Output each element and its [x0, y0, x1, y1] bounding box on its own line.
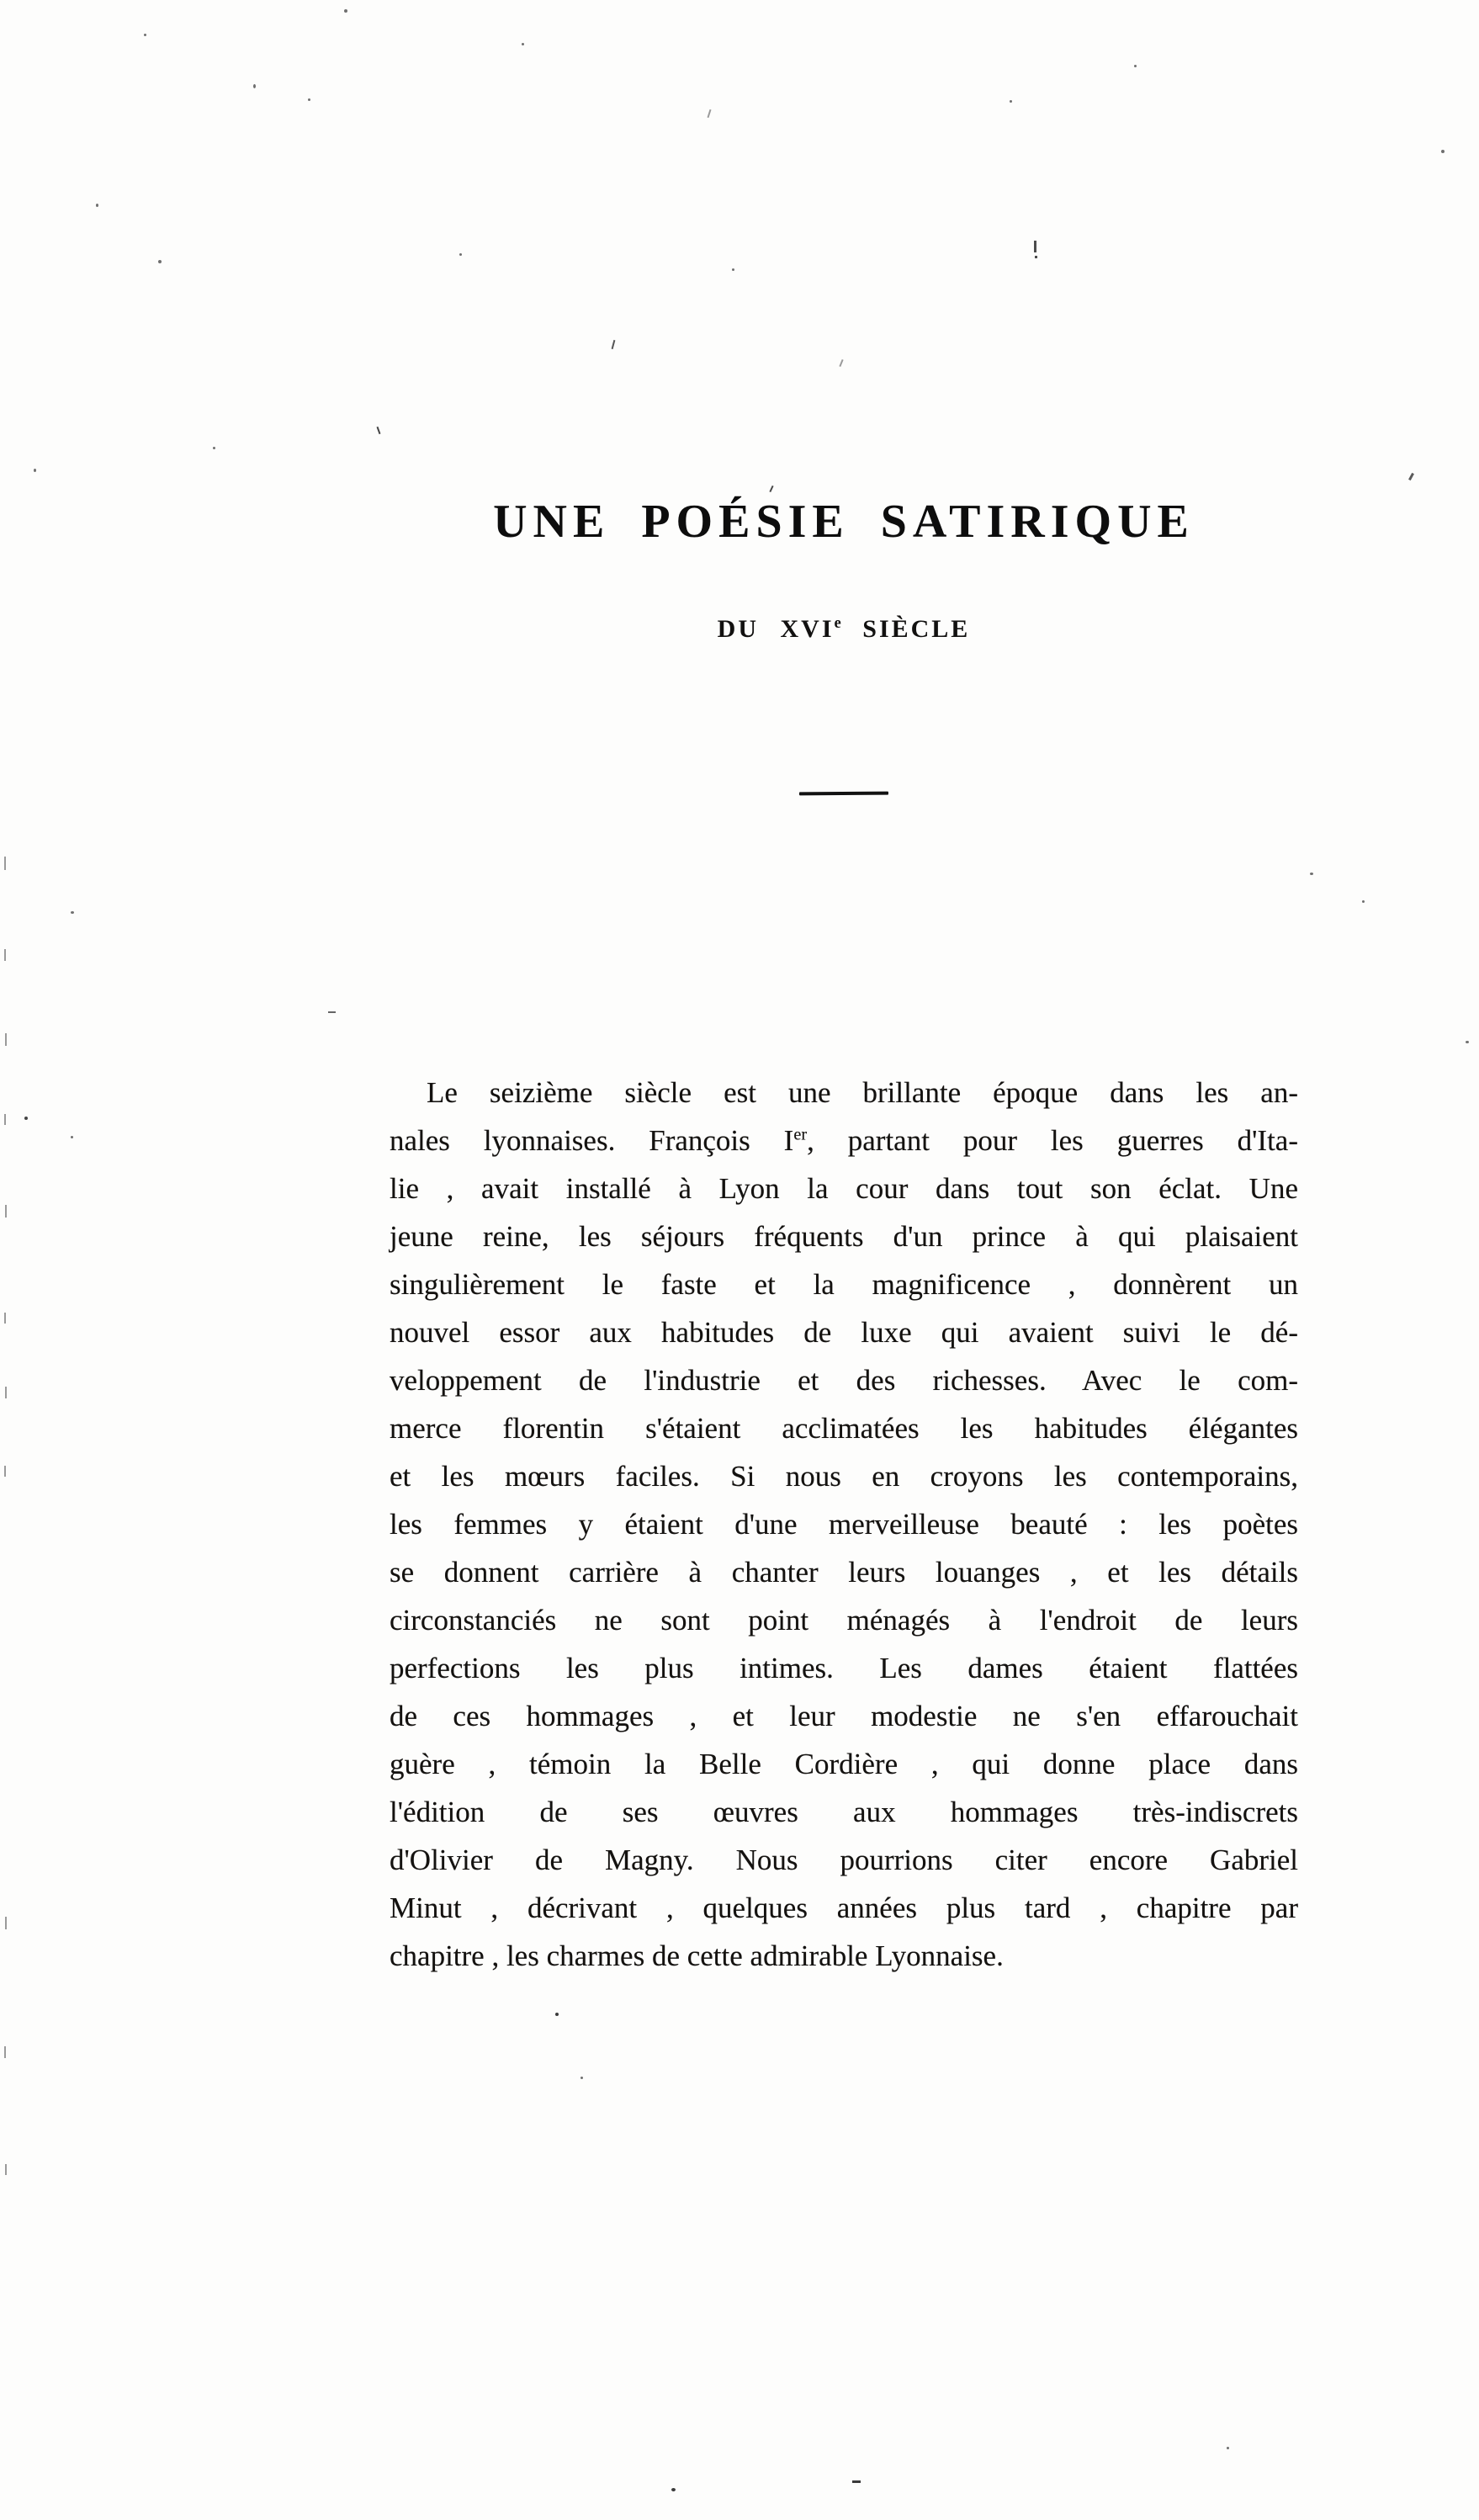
paragraph-line: chapitre , les charmes de cette admirable Lyonnaise.	[390, 1939, 1004, 1972]
body-paragraph	[390, 1069, 1298, 1980]
page-subtitle	[390, 615, 1298, 644]
page-title: UNE POÉSIE SATIRIQUE	[493, 496, 1195, 548]
paragraph-line: les femmes y étaient d'une merveilleuse beauté : les poètes	[390, 1508, 1298, 1541]
scan-speck	[308, 98, 310, 101]
scan-speck	[144, 34, 146, 36]
scan-speck	[522, 43, 524, 45]
scan-speck	[1227, 2447, 1229, 2449]
binding-edge-mark	[5, 1917, 7, 1929]
scan-speck	[34, 469, 36, 472]
scan-speck	[1408, 473, 1414, 480]
paragraph-line: et les mœurs faciles. Si nous en croyons les contemporains,	[390, 1460, 1298, 1493]
paragraph-line: d'Olivier de Magny. Nous pourrions citer encore Gabriel	[390, 1844, 1298, 1876]
scan-speck	[71, 911, 74, 914]
paragraph-line: singulièrement le faste et la magnificence , donnèrent un	[390, 1268, 1298, 1301]
scan-speck	[377, 427, 381, 434]
binding-edge-mark	[4, 1466, 6, 1477]
paragraph-line: guère , témoin la Belle Cordière , qui donne place dans	[390, 1748, 1298, 1780]
scan-speck	[344, 9, 347, 13]
scan-speck	[671, 2488, 676, 2491]
ordinal-superscript: er	[793, 1125, 808, 1144]
binding-edge-mark	[4, 2046, 6, 2058]
line-text: nales lyonnaises. François I	[390, 1124, 794, 1157]
scan-speck	[708, 109, 712, 118]
scan-speck	[732, 268, 734, 271]
scan-speck	[580, 2077, 583, 2079]
paragraph-line: se donnent carrière à chanter leurs louanges , et les détails	[390, 1556, 1298, 1589]
subtitle-superscript: e	[834, 614, 841, 632]
scan-speck	[612, 340, 616, 349]
scan-speck	[96, 204, 98, 207]
scan-speck	[1010, 100, 1012, 103]
binding-edge-mark	[4, 857, 6, 870]
paragraph-line: Le seizième siècle est une brillante époque dans les an-	[427, 1076, 1298, 1109]
scan-speck	[328, 1011, 336, 1013]
scan-speck	[1035, 256, 1037, 258]
scan-speck	[459, 253, 462, 256]
scan-speck	[555, 2013, 559, 2016]
line-text-end: , partant pour les guerres d'Ita-	[807, 1124, 1298, 1157]
scan-speck	[1362, 900, 1365, 903]
scan-speck	[1310, 873, 1313, 875]
paragraph-line: Minut , décrivant , quelques années plus tard , chapitre par	[390, 1891, 1298, 1924]
binding-edge-mark	[5, 1033, 7, 1046]
paragraph-line: perfections les plus intimes. Les dames étaient flattées	[390, 1652, 1298, 1684]
binding-edge-mark	[5, 1387, 7, 1398]
paragraph-line	[390, 1117, 1298, 1165]
binding-edge-mark	[4, 1114, 6, 1125]
section-divider-rule	[799, 792, 888, 796]
paragraph-line: merce florentin s'étaient acclimatées les habitudes élégantes	[390, 1412, 1298, 1445]
binding-edge-mark	[4, 949, 6, 961]
subtitle-text: DU XVI	[717, 615, 835, 643]
binding-edge-mark	[5, 1205, 7, 1218]
scan-speck	[1441, 150, 1445, 153]
scan-speck	[769, 485, 773, 492]
scan-exclamation-mark	[1034, 241, 1036, 252]
subtitle-text-end: SIÈCLE	[840, 615, 971, 643]
paragraph-line: l'édition de ses œuvres aux hommages très-indiscrets	[390, 1796, 1298, 1828]
scan-speck	[158, 260, 162, 263]
scan-speck	[24, 1117, 28, 1120]
paragraph-line: nouvel essor aux habitudes de luxe qui avaient suivi le dé-	[390, 1316, 1298, 1349]
paragraph-line: circonstanciés ne sont point ménagés à l'endroit de leurs	[390, 1604, 1298, 1637]
scan-speck	[1134, 65, 1137, 67]
scan-speck	[1466, 1041, 1469, 1043]
paragraph-line: de ces hommages , et leur modestie ne s'en effarouchait	[390, 1700, 1298, 1732]
paragraph-line: veloppement de l'industrie et des richesses. Avec le com-	[390, 1364, 1298, 1397]
scan-speck	[253, 84, 256, 88]
scan-speck	[213, 447, 215, 449]
paragraph-line: lie , avait installé à Lyon la cour dans tout son éclat. Une	[390, 1172, 1298, 1205]
scan-speck	[852, 2480, 861, 2483]
scan-speck	[839, 359, 843, 367]
scan-speck	[71, 1136, 73, 1138]
binding-edge-mark	[4, 1313, 6, 1324]
binding-edge-mark	[5, 2164, 7, 2175]
paragraph-line: jeune reine, les séjours fréquents d'un prince à qui plaisaient	[390, 1220, 1298, 1253]
